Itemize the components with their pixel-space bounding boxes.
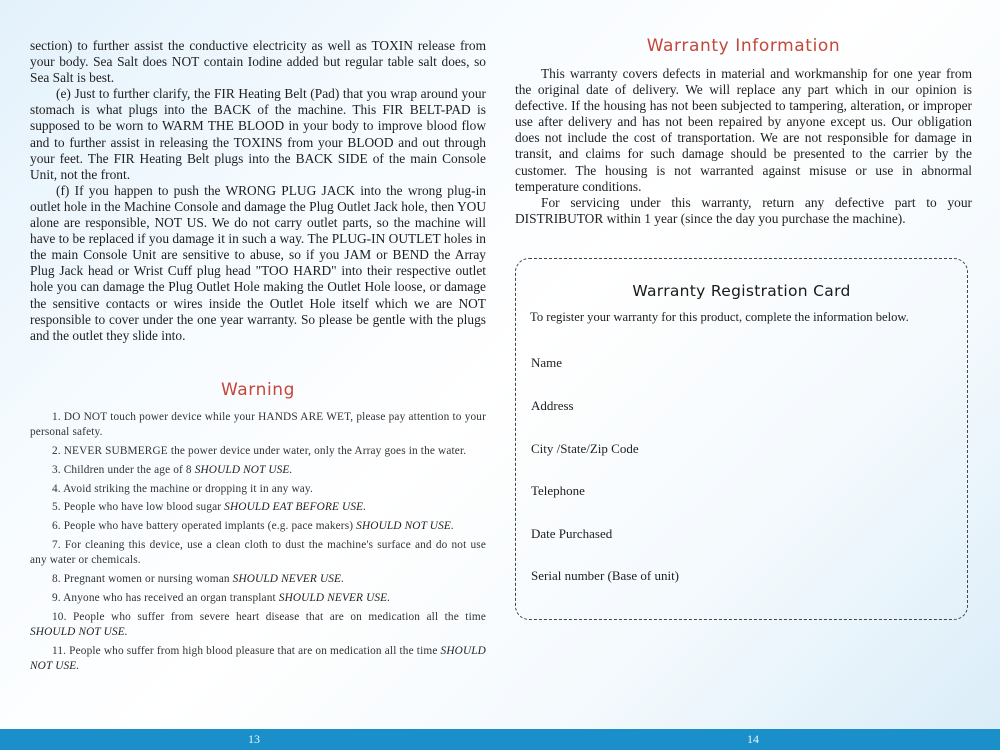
warranty-paragraph-coverage: This warranty covers defects in material and workmanship for one year from the original date of delivery. We will replace any part which in our opinion is defective. If the housing has not been subjected to tampering, alteration, or improper use after delivery and has not been repaired by anyone except us. Our obligation does not include the cost of transportation. We are not responsible for damage in transit, and claims for such damage should be presented to the carrier by the customer. The housing is not warranted against misuse or use in abnormal temperature conditions. (515, 66, 972, 194)
warning-item-9: 9. Anyone who has received an organ transplant SHOULD NEVER USE. (52, 591, 391, 604)
paragraph-section-continuation: section) to further assist the conductive electricity as well as TOXIN release from your body. Sea Salt does NOT contain Iodine added but regular table salt does, so Sea Salt is best. (30, 38, 486, 86)
warning-list (30, 410, 486, 678)
field-address-label: Address (531, 398, 574, 413)
warning-emphasis: SHOULD NOT USE. (30, 644, 486, 673)
field-serial-number-label: Serial number (Base of unit) (531, 568, 680, 583)
warning-emphasis: SHOULD NOT USE. (194, 463, 293, 476)
warning-item-4: 4. Avoid striking the machine or dropping it in any way. (52, 482, 313, 495)
field-name-label: Name (531, 355, 563, 370)
field-city-state-zip-label: City /State/Zip Code (531, 441, 639, 456)
warning-item-2: 2. NEVER SUBMERGE the power device under water, only the Array goes in the water. (52, 445, 467, 458)
warning-emphasis: SHOULD EAT BEFORE USE. (224, 501, 367, 514)
footer-bar (0, 729, 1000, 750)
warranty-text (515, 66, 972, 227)
warning-item-3: 3. Children under the age of 8 SHOULD NOT USE. (52, 463, 293, 476)
warning-item-1: 1. DO NOT touch power device while your HANDS ARE WET, please pay attention to your personal safety. (30, 411, 486, 439)
left-page (30, 0, 486, 750)
card-title: Warranty Registration Card (632, 282, 851, 300)
warning-item-8: 8. Pregnant women or nursing woman SHOULD NEVER USE. (52, 573, 345, 586)
warning-item-10: 10. People who suffer from severe heart disease that are on medication all the time SHOULD NOT USE. (30, 610, 486, 639)
paragraph-f: (f) If you happen to push the WRONG PLUG JACK into the wrong plug-in outlet hole in the Machine Console and damage the Plug Outlet Jack hole, then YOU alone are responsible, NOT US. We do not carry outlet parts, so the machine will have to be replaced if you damage it in such a way. The PLUG-IN OUTLET holes in the main Console Unit are sensitive to abuse, so if you JAM or BEND the Array Plug Jack head or Wrist Cuff plug head "TOO HARD" into their respective outlet hole you can damage the Plug Outlet Hole making the Outlet Hole loose, or damage the sensitive contacts or wires inside the Outlet Hole itself which we are NOT responsible to cover under the one year warranty. So please be gentle with the plugs and the outlet they slide into. (30, 182, 486, 343)
intro-text (30, 38, 486, 344)
page-number-right: 14 (747, 732, 759, 746)
warning-emphasis: SHOULD NEVER USE. (232, 573, 345, 586)
paragraph-e: (e) Just to further clarify, the FIR Heating Belt (Pad) that you wrap around your stomach is what plugs into the BACK of the machine. This FIR BELT-PAD is supposed to be worn to WARM THE BLOOD in your body to improve blood flow and to further assist in releasing the TOXINS from your BLOOD and out through your feet. The FIR Heating Belt plugs into the BACK SIDE of the main Console Unit, not the front. (30, 86, 486, 182)
warning-heading: Warning (220, 380, 296, 400)
field-telephone-label: Telephone (531, 483, 585, 498)
warning-item-7: 7. For cleaning this device, use a clean cloth to dust the machine's surface and do not use any water or chemicals. (30, 539, 486, 567)
page-number-left: 13 (248, 732, 260, 746)
warning-item-6: 6. People who have battery operated implants (e.g. pace makers) SHOULD NOT USE. (52, 520, 454, 533)
warning-emphasis: SHOULD NOT USE. (356, 520, 454, 533)
warranty-registration-card (515, 258, 968, 620)
warranty-heading: Warranty Information (646, 36, 841, 56)
warning-emphasis: SHOULD NOT USE. (30, 626, 128, 639)
warning-emphasis: SHOULD NEVER USE. (278, 591, 391, 604)
warning-item-11: 11. People who suffer from high blood pleasure that are on medication all the time SHOULD NOT USE. (30, 644, 486, 673)
field-date-purchased-label: Date Purchased (531, 526, 613, 541)
warning-item-5: 5. People who have low blood sugar SHOULD EAT BEFORE USE. (52, 501, 367, 514)
card-intro: To register your warranty for this product, complete the information below. (530, 310, 909, 324)
warranty-paragraph-servicing: For servicing under this warranty, return any defective part to your DISTRIBUTOR within 1 year (since the day you purchase the machine). (515, 194, 972, 226)
